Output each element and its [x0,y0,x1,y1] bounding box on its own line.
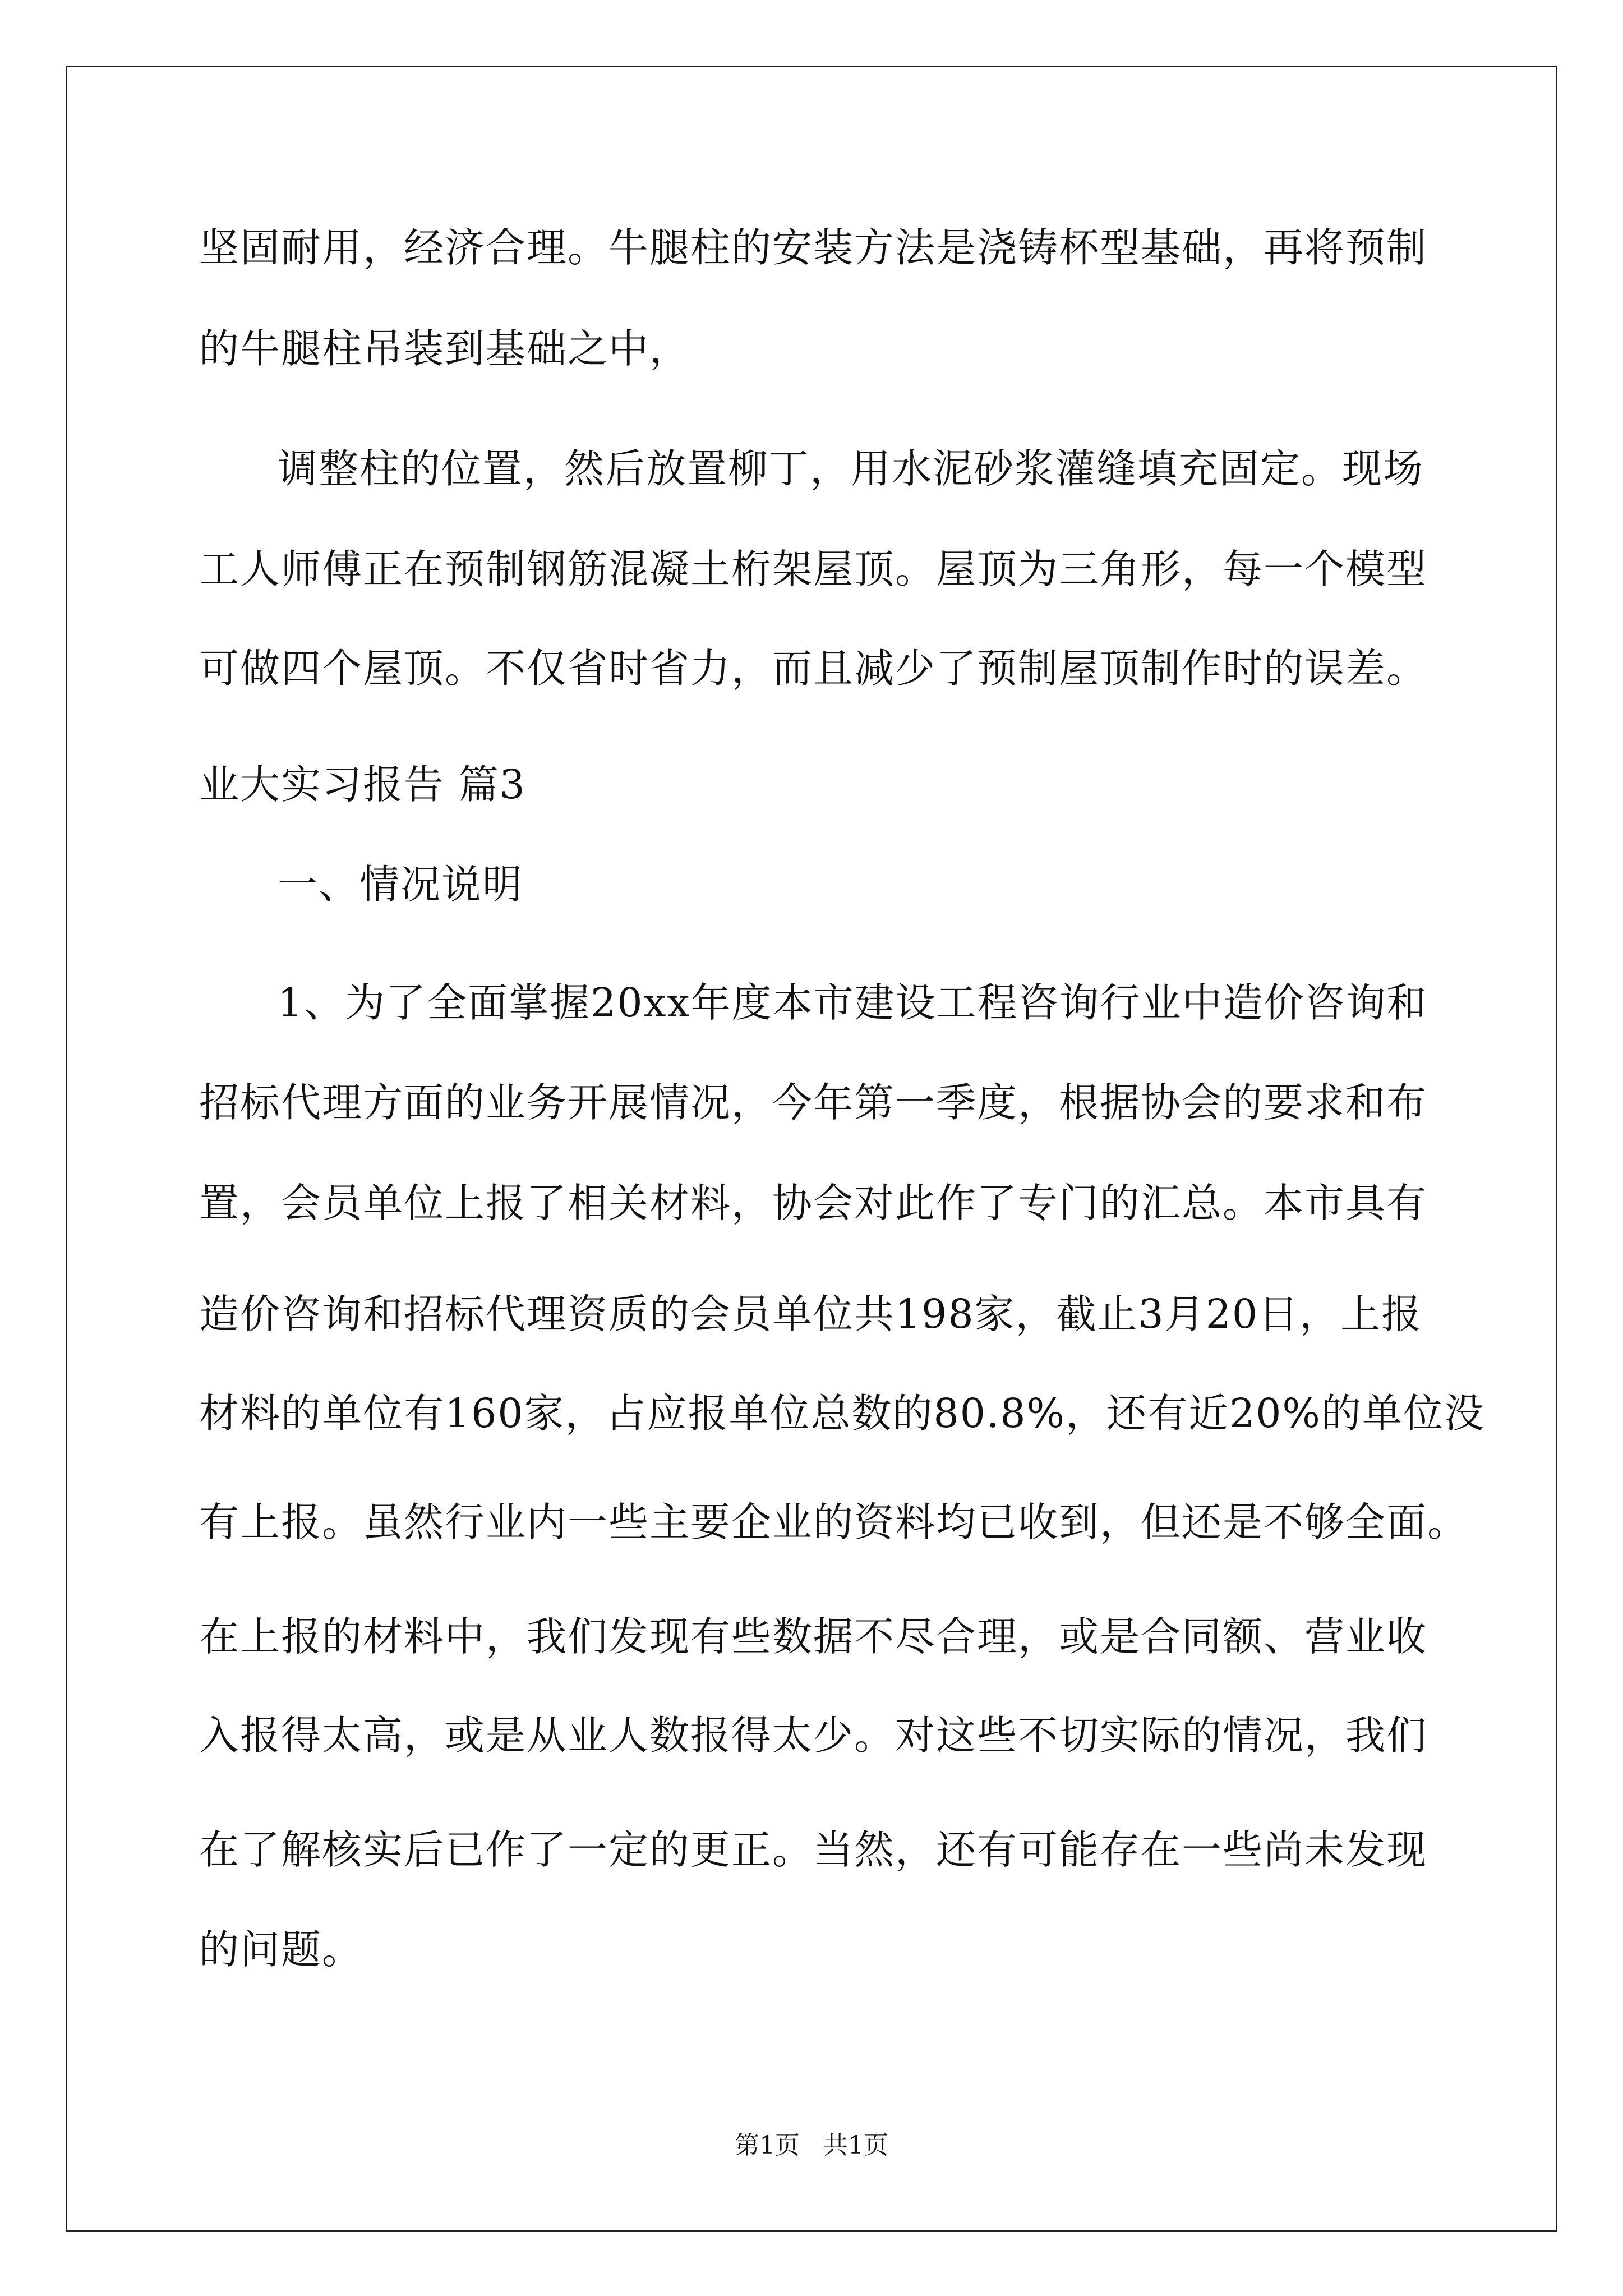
paragraph-line: 有上报。虽然行业内一些主要企业的资料均已收到，但还是不够全面。 [199,1499,1469,1545]
paragraph-line: 1、为了全面掌握20xx年度本市建设工程咨询行业中造价咨询和 [278,979,1428,1026]
paragraph-line: 置，会员单位上报了相关材料，协会对此作了专门的汇总。本市具有 [199,1180,1428,1226]
paragraph-line: 在上报的材料中，我们发现有些数据不尽合理，或是合同额、营业收 [199,1613,1428,1660]
paragraph-line: 可做四个屋顶。不仅省时省力，而且减少了预制屋顶制作时的误差。 [199,645,1428,692]
paragraph-line: 的问题。 [199,1926,363,1973]
paragraph-line: 坚固耐用，经济合理。牛腿柱的安装方法是浇铸杯型基础，再将预制 [199,224,1428,271]
page-number: 第1页 [735,2131,800,2160]
subsection-heading: 一、情况说明 [278,861,524,908]
page-border [66,66,1557,2232]
paragraph-line: 的牛腿柱吊装到基础之中， [199,325,691,372]
page-footer [0,2129,1623,2162]
paragraph-line: 工人师傅正在预制钢筋混凝土桁架屋顶。屋顶为三角形，每一个模型 [199,546,1428,592]
paragraph-line: 招标代理方面的业务开展情况，今年第一季度，根据协会的要求和布 [199,1079,1428,1126]
paragraph-line: 调整柱的位置，然后放置柳丁，用水泥砂浆灌缝填充固定。现场 [278,445,1424,492]
paragraph-line: 入报得太高，或是从业人数报得太少。对这些不切实际的情况，我们 [199,1712,1428,1759]
paragraph-line: 造价咨询和招标代理资质的会员单位共198家，截止3月20日，上报 [199,1291,1423,1337]
page-count: 共1页 [823,2131,888,2160]
paragraph-line: 在了解核实后已作了一定的更正。当然，还有可能存在一些尚未发现 [199,1826,1428,1873]
paragraph-line: 材料的单位有160家，占应报单位总数的80.8%，还有近20%的单位没 [199,1390,1485,1437]
section-heading: 业大实习报告 篇3 [199,761,526,808]
